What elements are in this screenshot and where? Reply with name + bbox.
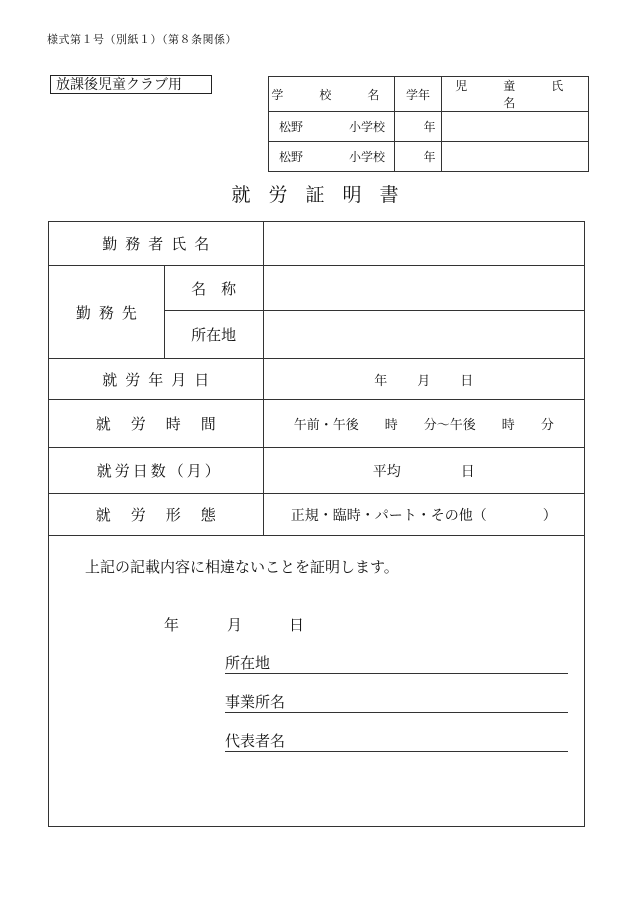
employment-certificate-table [48, 221, 585, 827]
document-title: 就労証明書 [231, 184, 417, 206]
cert-office-line[interactable] [225, 693, 568, 713]
work-date-month: 月 [417, 373, 431, 389]
workplace-name-field[interactable] [263, 266, 584, 311]
school-type-2: 小学校 [349, 150, 386, 164]
work-date-field[interactable] [263, 359, 584, 400]
work-hours-minute-2: 分 [540, 418, 554, 433]
grade-header: 学年 [394, 77, 442, 112]
work-days-average: 平均 [372, 463, 401, 480]
work-style-label: 就労形態 [49, 494, 264, 536]
cert-representative-line[interactable] [225, 732, 568, 752]
cert-date-day[interactable]: 日 [289, 616, 305, 634]
worker-name-label: 勤務者氏名 [49, 222, 264, 266]
work-date-label: 就労年月日 [49, 359, 264, 400]
workplace-name-label: 名 称 [164, 266, 263, 311]
work-hours-hour-1: 時 [384, 418, 398, 433]
grade-unit-1: 年 [423, 120, 436, 134]
work-hours-ampm: 午前・午後 [293, 418, 359, 433]
work-date-year: 年 [374, 373, 388, 389]
work-date-day: 日 [460, 373, 474, 389]
child-name-cell-2[interactable] [442, 142, 589, 172]
school-city-1: 松野 [279, 120, 304, 134]
grade-cell-1[interactable] [394, 112, 442, 142]
cert-date-month[interactable]: 月 [227, 616, 243, 634]
school-header: 学 校 名 [269, 77, 395, 112]
child-name-cell-1[interactable] [442, 112, 589, 142]
grade-unit-2: 年 [423, 150, 436, 164]
cert-office-label: 事業所名 [225, 693, 286, 711]
club-label: 放課後児童クラブ用 [50, 75, 212, 94]
cert-address-line[interactable] [225, 654, 568, 674]
workplace-label: 勤務先 [49, 266, 165, 359]
grade-cell-2[interactable] [394, 142, 442, 172]
school-row-2 [269, 142, 589, 172]
cert-address-label: 所在地 [225, 654, 271, 672]
work-style-options: 正規・臨時・パート・その他（ ） [290, 507, 557, 524]
work-days-field[interactable] [263, 448, 584, 494]
workplace-address-field[interactable] [263, 311, 584, 359]
cert-representative-label: 代表者名 [225, 732, 286, 750]
work-hours-hour-2: 時 [501, 418, 515, 433]
cert-date-year[interactable]: 年 [164, 616, 180, 634]
certification-statement: 上記の記載内容に相違ないことを証明します。 [85, 558, 399, 576]
child-header: 児 童 氏 名 [442, 77, 589, 112]
school-type-1: 小学校 [349, 120, 386, 134]
work-days-day: 日 [460, 463, 475, 480]
school-table [268, 76, 600, 172]
work-hours-minute-range: 分～午後 [423, 418, 476, 433]
workplace-address-label: 所在地 [164, 311, 263, 359]
form-id: 様式第１号（別紙１）（第８条関係） [47, 33, 237, 46]
work-style-field[interactable] [263, 494, 584, 536]
work-hours-label: 就労時間 [49, 400, 264, 448]
school-city-2: 松野 [279, 150, 304, 164]
work-hours-field[interactable] [263, 400, 584, 448]
work-days-label: 就労日数（月） [49, 448, 264, 494]
school-name-cell-1[interactable] [269, 112, 395, 142]
school-row-1 [269, 112, 589, 142]
school-name-cell-2[interactable] [269, 142, 395, 172]
certification-section [49, 536, 585, 827]
worker-name-field[interactable] [263, 222, 584, 266]
